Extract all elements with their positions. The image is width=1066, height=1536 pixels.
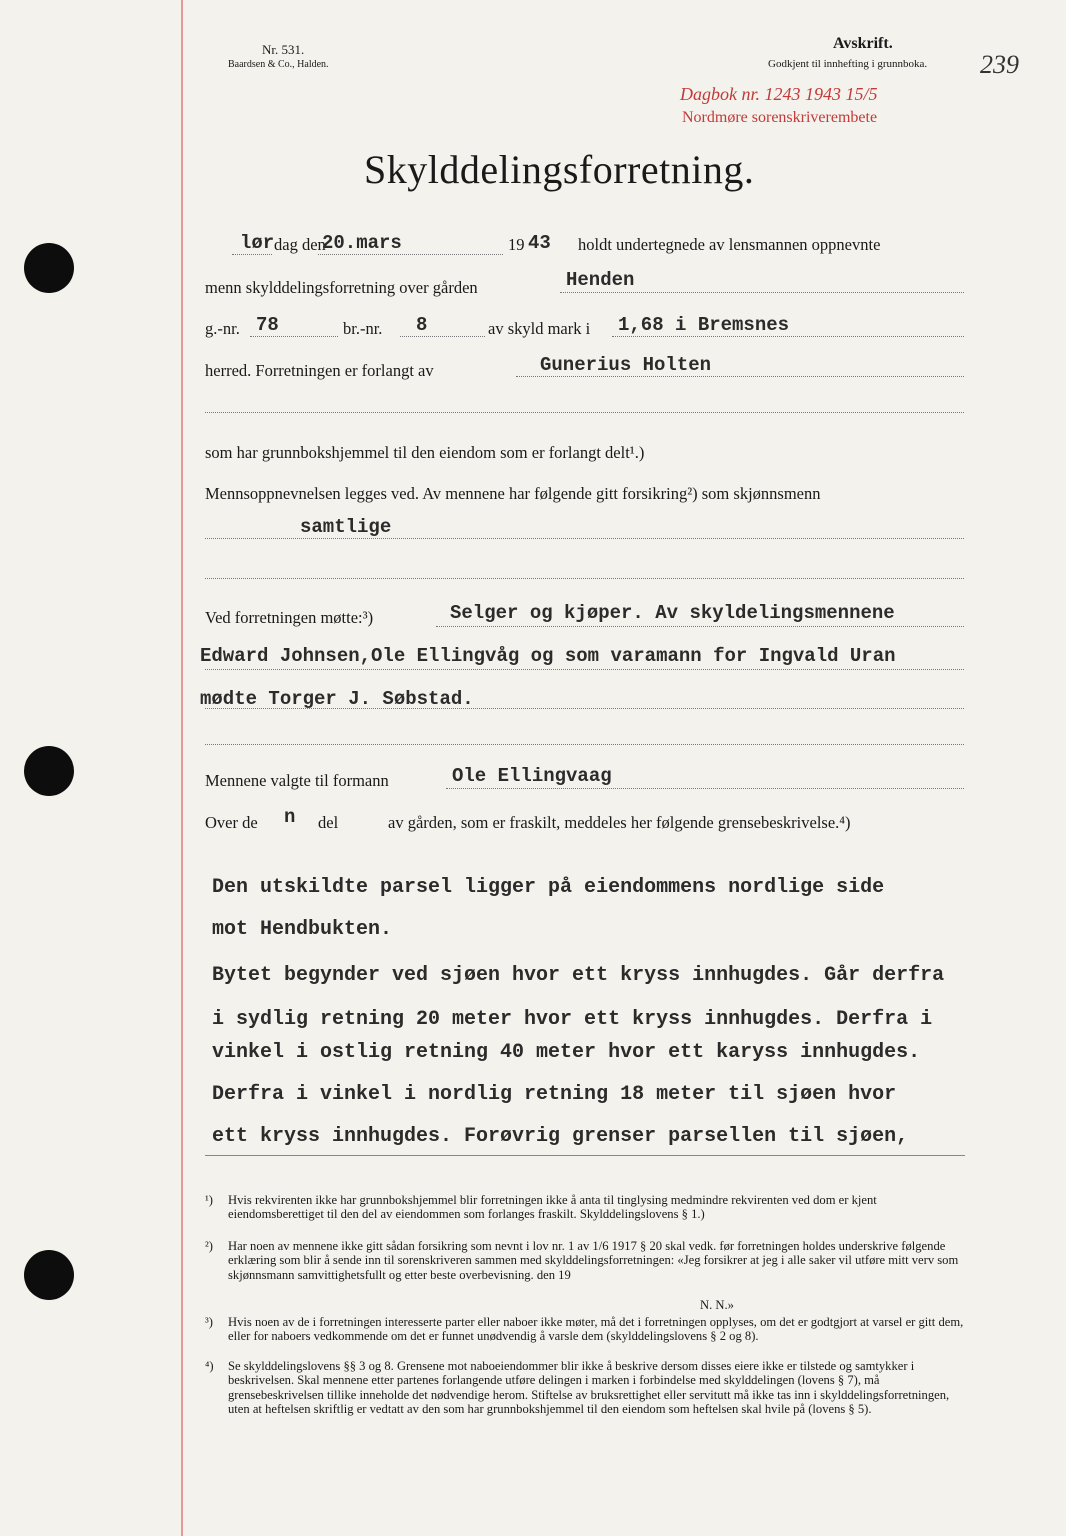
- footnote-2-signature: N. N.»: [700, 1298, 734, 1312]
- description-line: i sydlig retning 20 meter hvor ett kryss innhugdes. Derfra i: [212, 1008, 933, 1031]
- godkjent-note: Godkjent til innhefting i grunnboka.: [768, 58, 928, 70]
- document-title: Skylddelingsforretning.: [364, 147, 755, 192]
- punch-hole-bottom: [24, 1250, 74, 1300]
- attendees-line-3: mødte Torger J. Søbstad.: [200, 688, 474, 710]
- footnote-3: ³) Hvis noen av de i forretningen interesserte parter eller naboer ikke møter, må det i forretningen opplyses, om det er godtgjort at varsel er gitt dem, eller for naboers vedkommende om det er funnet unødvendig å varsle dem (skylddelingslovens § 2 og 8).: [205, 1315, 964, 1344]
- punch-hole-top: [24, 243, 74, 293]
- form-number: Nr. 531.: [262, 42, 305, 57]
- year-value: 43: [528, 232, 551, 254]
- description-line: ett kryss innhugdes. Forøvrig grenser parsellen til sjøen,: [212, 1125, 909, 1148]
- description-line: Derfra i vinkel i nordlig retning 18 meter til sjøen hvor: [212, 1083, 897, 1106]
- date-value: 20.mars: [322, 232, 402, 254]
- avskrift-label: Avskrift.: [833, 35, 893, 52]
- page-number: 239: [980, 50, 1019, 79]
- description-line: Den utskildte parsel ligger på eiendommens nordlige side: [212, 876, 885, 899]
- gnr-value: 78: [256, 314, 279, 336]
- printer-name: Baardsen & Co., Halden.: [228, 59, 329, 70]
- footnote-4: ⁴) Se skylddelingslovens §§ 3 og 8. Grensene mot naboeiendommer blir ikke å beskrive dersom disses eiere ikke er tilstede og samtykker i beskrivelsen. Skal mennene etter partenes forlangende utføre delingen i marken i forbindelse med skylddelingen (lovens § 7), må grensebeskrivelsen tillike inneholde det nødvendige herom. Stiftelse av bruksrettighet eller servitutt må ikke tas inn i skylddelingsforretningen, uten at heftelsen skriftlig er vedtatt av den som har grunnbokshjemmel til den eiendom som heftelsen skal hvile på (lovens § 5).: [205, 1359, 950, 1416]
- punch-hole-middle: [24, 746, 74, 796]
- weekday-value: lør: [240, 232, 275, 254]
- margin-line: [181, 0, 183, 1536]
- farm-value: Henden: [566, 269, 635, 291]
- dagbok-stamp: Dagbok nr. 1243 1943 15/5: [680, 84, 878, 104]
- footnote-2: ²) Har noen av mennene ikke gitt sådan forsikring som nevnt i lov nr. 1 av 1/6 1917 § 20 skal vedk. før forretningen holdes underskrive følgende erklæring som blir å sende inn til sorenskriveren sammen med skylddelingsforretningen: «Jeg forsikrer at jeg i alle saker vil utføre mitt verv som skjønnsmann samvittighetsfullt og etter beste overbevisning. den 19: [205, 1239, 959, 1282]
- footnote-divider: [205, 1155, 965, 1156]
- sworn-men-value: samtlige: [300, 516, 392, 538]
- part-value: n: [284, 806, 296, 828]
- bnr-value: 8: [416, 314, 428, 336]
- document-page: Nr. 531. Baardsen & Co., Halden. Avskrift. Godkjent til innhefting i grunnboka. 239 Dagbok nr. 1243 1943 15/5 Nordmøre sorenskriverembete Skylddelingsforretning. lør dag den 20.mars 19 43 holdt undertegnede av lensmannen oppnevnte menn skylddelingsforretning over gården Henden g.-nr. 78 br.-nr. 8 av skyld mark i 1,68 i Bremsnes herred. Forretningen er forlangt av Gunerius Holten som har grunnbokshjemmel til den eiendom som er forlangt delt¹.) Mennsoppnevnelsen legges ved. Av mennene har følgende gitt forsikring²) som skjønnsmenn samtlige Ved forretningen møtte:³) Selger og kjøper. Av skyldelingsmennene Edward Johnsen,Ole Ellingvåg og som varamann for Ingvald Uran mødte Torger J. Søbstad. Mennene valgte til formann Ole Ellingvaag Over de n del av gården, som er fraskilt, meddeles her følgende grensebeskrivelse.⁴) Den utskildte parsel ligger på eiendommens nordlige side mot Hendbukten. Bytet begynder ved sjøen hvor ett kryss innhugdes. Går derfra i sydlig retning 20 meter hvor ett kryss innhugdes. Derfra i vinkel i ostlig retning 40 meter hvor ett karyss innhugdes. Derfra i vinkel i nordlig retning 18 meter til sjøen hvor ett kryss innhugdes. Forøvrig grenser parsellen til sjøen, ¹) Hvis rekvirenten ikke har grunnbokshjemmel blir forretningen ikke å anta til tinglysing medmindre rekvirenten ved dom er kjent eiendomsberettiget til den del av eiendommen som forlanges fraskilt. Skylddelingslovens § 1.) ²) Har noen av mennene ikke gitt sådan forsikring som nevnt i lov nr. 1 av 1/6 1917 § 20 skal vedk. før forretningen holdes underskrive følgende erklæring som blir å sende inn til sorenskriveren sammen med skylddelingsforretningen: «Jeg forsikrer at jeg i alle saker vil utføre mitt verv som skjønnsmann samvittighetsfullt og etter beste overbevisning. den 19 N. N.» ³) Hvis noen av de i forretningen interesserte parter eller naboer ikke møter, må det i forretningen opplyses, om det er godtgjort at varsel er gitt dem, eller for naboers vedkommende om det er funnet unødvendig å varsle dem (skylddelingslovens § 2 og 8). ⁴) Se skylddelingslovens §§ 3 og 8. Grensene mot naboeiendommer blir ikke å beskrive dersom disses eiere ikke er tilstede og samtykker i beskrivelsen. Skal mennene etter partenes forlangende utføre delingen i marken i forbindelse med skylddelingen (lovens § 7), må grensebeskrivelsen tillike inneholde det nødvendige herom. Stiftelse av bruksrettighet eller servitutt må ikke tas inn i skylddelingsforretningen, uten at heftelsen skriftlig er vedtatt av den som har grunnbokshjemmel til den eiendom som heftelsen skal hvile på (lovens § 5).: [0, 0, 1066, 1536]
- description-line: Bytet begynder ved sjøen hvor ett kryss innhugdes. Går derfra: [212, 964, 945, 987]
- chairman-value: Ole Ellingvaag: [452, 765, 612, 787]
- attendees-line-1: Selger og kjøper. Av skyldelingsmennene: [450, 602, 895, 624]
- skyld-value: 1,68 i Bremsnes: [618, 314, 790, 336]
- description-line: vinkel i ostlig retning 40 meter hvor ett karyss innhugdes.: [212, 1041, 921, 1064]
- office-stamp: Nordmøre sorenskriverembete: [682, 109, 878, 126]
- description-line: mot Hendbukten.: [212, 918, 393, 941]
- requested-by-value: Gunerius Holten: [540, 354, 712, 376]
- attendees-line-2: Edward Johnsen,Ole Ellingvåg og som varamann for Ingvald Uran: [200, 645, 896, 667]
- footnote-1: ¹) Hvis rekvirenten ikke har grunnbokshjemmel blir forretningen ikke å anta til tinglysing medmindre rekvirenten ved dom er kjent eiendomsberettiget til den del av eiendommen som forlanges fraskilt. Skylddelingslovens § 1.): [205, 1193, 877, 1222]
